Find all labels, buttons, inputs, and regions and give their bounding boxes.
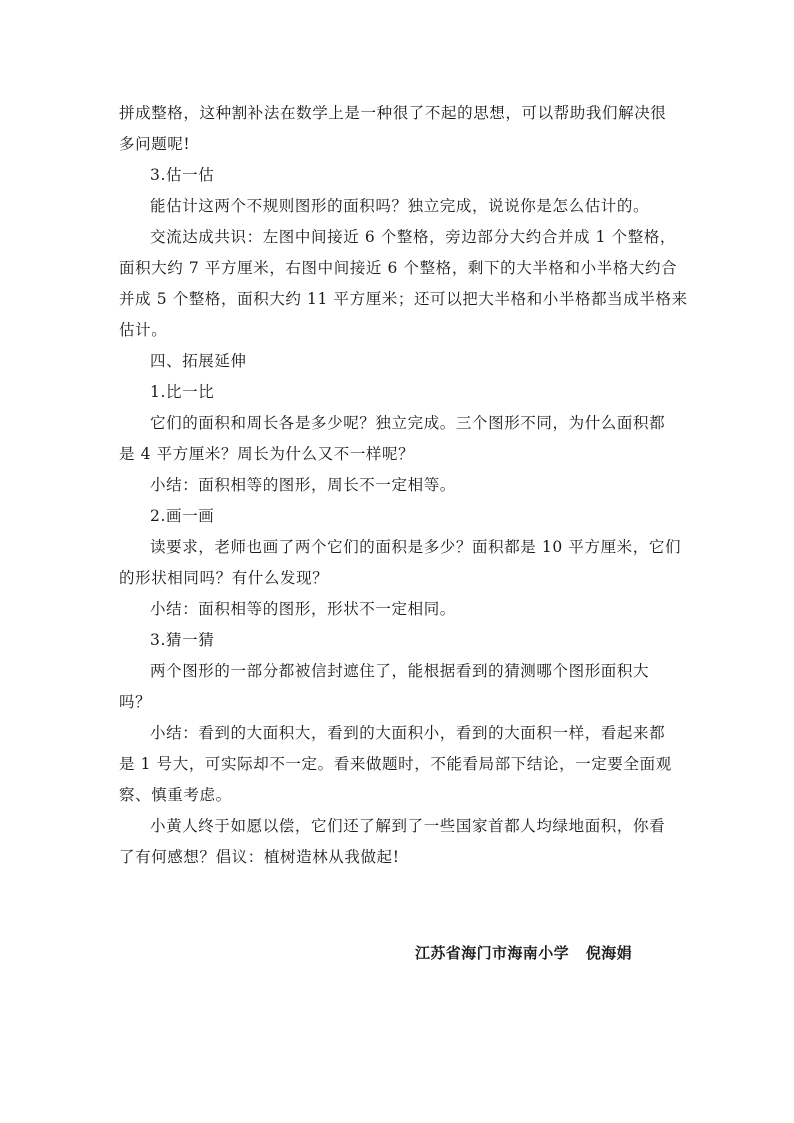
- text-line: 它们的面积和周长各是多少呢？独立完成。三个图形不同，为什么面积都: [150, 414, 666, 432]
- paragraph: [119, 501, 679, 532]
- text-line: 是 1 号大，可实际却不一定。看来做题时，不能看局部下结论，一定要全面观: [119, 755, 672, 773]
- text-line: 1.比一比: [150, 383, 215, 401]
- text-line: 小黄人终于如愿以偿，它们还了解到了一些国家首都人均绿地面积，你看: [150, 817, 666, 835]
- text-line: 拼成整格，这种割补法在数学上是一种很了不起的思想，可以帮助我们解决很: [119, 104, 667, 122]
- paragraph: [119, 408, 679, 470]
- author-signature: 江苏省海门市海南小学 倪海娟: [415, 944, 633, 962]
- text-line: 两个图形的一部分都被信封遮住了，能根据看到的猜测哪个图形面积大: [150, 662, 650, 680]
- text-line: 吗？: [119, 693, 152, 711]
- text-line: 并成 5 个整格，面积大约 11 平方厘米；还可以把大半格和小半格都当成半格来: [119, 290, 688, 308]
- paragraph: [119, 811, 679, 873]
- document-body: [119, 98, 688, 873]
- text-line: 3.猜一猜: [150, 631, 215, 649]
- paragraph: [119, 98, 679, 160]
- text-line: 小结：面积相等的图形，周长不一定相等。: [150, 476, 456, 494]
- paragraph: [119, 625, 679, 656]
- paragraph: [119, 377, 679, 408]
- paragraph: [119, 470, 679, 501]
- paragraph: [119, 160, 679, 191]
- text-line: 读要求，老师也画了两个它们的面积是多少？面积都是 10 平方厘米，它们: [150, 538, 682, 556]
- text-line: 能估计这两个不规则图形的面积吗？独立完成，说说你是怎么估计的。: [150, 197, 650, 215]
- paragraph: [119, 656, 679, 718]
- paragraph: [119, 718, 679, 811]
- paragraph: [119, 191, 679, 222]
- text-line: 交流达成共识：左图中间接近 6 个整格，旁边部分大约合并成 1 个整格，: [150, 228, 677, 246]
- text-line: 3.估一估: [150, 166, 215, 184]
- text-line: 四、拓展延伸: [150, 352, 247, 370]
- text-line: 小结：面积相等的图形，形状不一定相同。: [150, 600, 456, 618]
- text-line: 察、慎重考虑。: [119, 786, 232, 804]
- text-line: 面积大约 7 平方厘米，右图中间接近 6 个整格，剩下的大半格和小半格大约合: [119, 259, 678, 277]
- text-line: 是 4 平方厘米？周长为什么又不一样呢？: [119, 445, 415, 463]
- paragraph: [119, 532, 682, 594]
- text-line: 的形状相同吗？有什么发现？: [119, 569, 329, 587]
- text-line: 估计。: [119, 321, 168, 339]
- text-line: 多问题呢!: [119, 135, 191, 153]
- paragraph: [119, 594, 679, 625]
- text-line: 了有何感想？倡议：植树造林从我做起!: [119, 848, 400, 866]
- paragraph: [119, 346, 679, 377]
- text-line: 2.画一画: [150, 507, 215, 525]
- text-line: 小结：看到的大面积大，看到的大面积小，看到的大面积一样，看起来都: [150, 724, 666, 742]
- paragraph: [119, 222, 688, 346]
